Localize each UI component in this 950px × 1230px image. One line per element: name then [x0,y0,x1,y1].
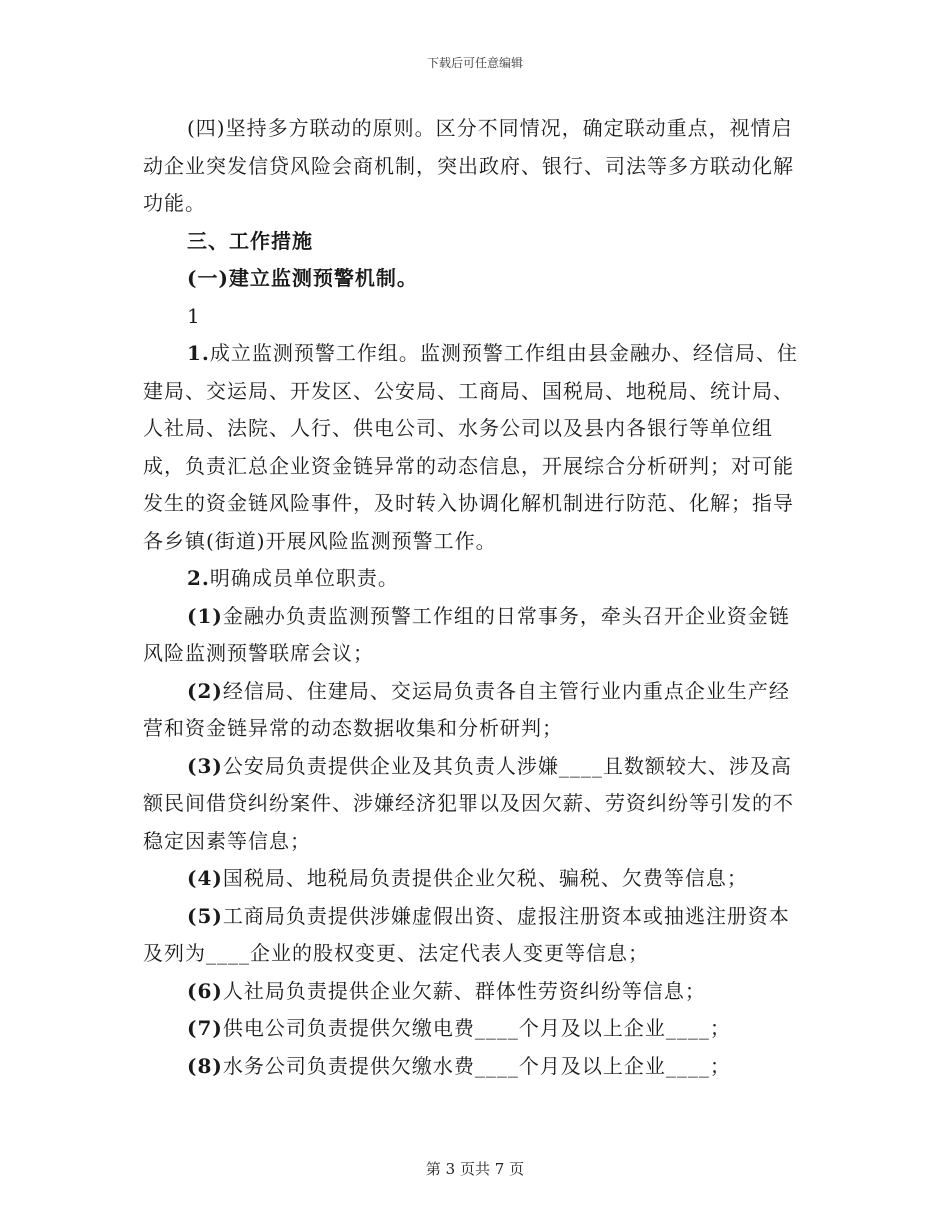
document-body [143,110,808,1085]
item-text: 国税局、地税局负责提供企业欠税、骗税、欠费等信息； [222,866,748,890]
paragraph-duty-8 [143,1048,808,1086]
item-number: (5) [187,903,223,928]
paragraph-principle-four: (四)坚持多方联动的原则。区分不同情况，确定联动重点，视情启动企业突发信贷风险会商机制，突出政府、银行、司法等多方联动化解功能。 [143,116,794,215]
item-text: 工商局负责提供涉嫌虚假出资、虚报注册资本或抽逃注册资本及列为____企业的股权变更、法定代表人变更等信息； [143,903,790,965]
item-number: (6) [187,978,223,1003]
paragraph-item-2 [143,560,808,598]
paragraph-duty-5 [143,898,808,973]
paragraph-duty-1 [143,598,808,673]
paragraph-duty-3 [143,748,808,861]
paragraph-duty-6 [143,973,808,1011]
paragraph-duty-4 [143,860,808,898]
item-text: 成立监测预警工作组。监测预警工作组由县金融办、经信局、住建局、交运局、开发区、公安局、工商局、国税局、地税局、统计局、人社局、法院、人行、供电公司、水务公司以及县内各银行等单位组成，负责汇总企业资金链异常的动态信息，开展综合分析研判；对可能发生的资金链风险事件，及时转入协调化解机制进行防范、化解；指导各乡镇(街道)开展风险监测预警工作。 [143,341,798,553]
item-number: (8) [187,1053,223,1078]
paragraph-item-1 [143,335,808,560]
item-number: (4) [187,866,223,890]
item-number: (3) [187,753,223,778]
paragraph-number-marker: 1 [187,303,201,328]
section-heading-work-measures: 三、工作措施 [187,228,313,253]
page-footer: 第 3 页共 7 页 [425,1160,525,1178]
item-text: 金融办负责监测预警工作组的日常事务，牵头召开企业资金链风险监测预警联席会议； [143,603,790,665]
subsection-heading-monitoring: (一)建立监测预警机制。 [187,266,418,290]
item-text: 供电公司负责提供欠缴电费____个月及以上企业____； [222,1016,731,1040]
page-header: 下载后可任意编辑 [426,56,523,70]
item-text: 人社局负责提供企业欠薪、群体性劳资纠纷等信息； [222,978,706,1003]
item-text: 明确成员单位职责。 [209,566,399,590]
item-number: 1. [187,341,210,365]
item-text: 公安局负责提供企业及其负责人涉嫌____且数额较大、涉及高额民间借贷纠纷案件、涉嫌经济犯罪以及因欠薪、劳资纠纷等引发的不稳定因素等信息； [143,753,794,853]
item-number: (7) [187,1016,223,1040]
item-number: (2) [187,678,223,703]
paragraph-duty-7 [143,1010,808,1048]
item-text: 水务公司负责提供欠缴水费____个月及以上企业____； [222,1053,731,1078]
paragraph-duty-2 [143,673,808,748]
item-number: 2. [187,566,210,590]
item-number: (1) [187,603,223,628]
item-text: 经信局、住建局、交运局负责各自主管行业内重点企业生产经营和资金链异常的动态数据收集和分析研判； [143,678,790,740]
